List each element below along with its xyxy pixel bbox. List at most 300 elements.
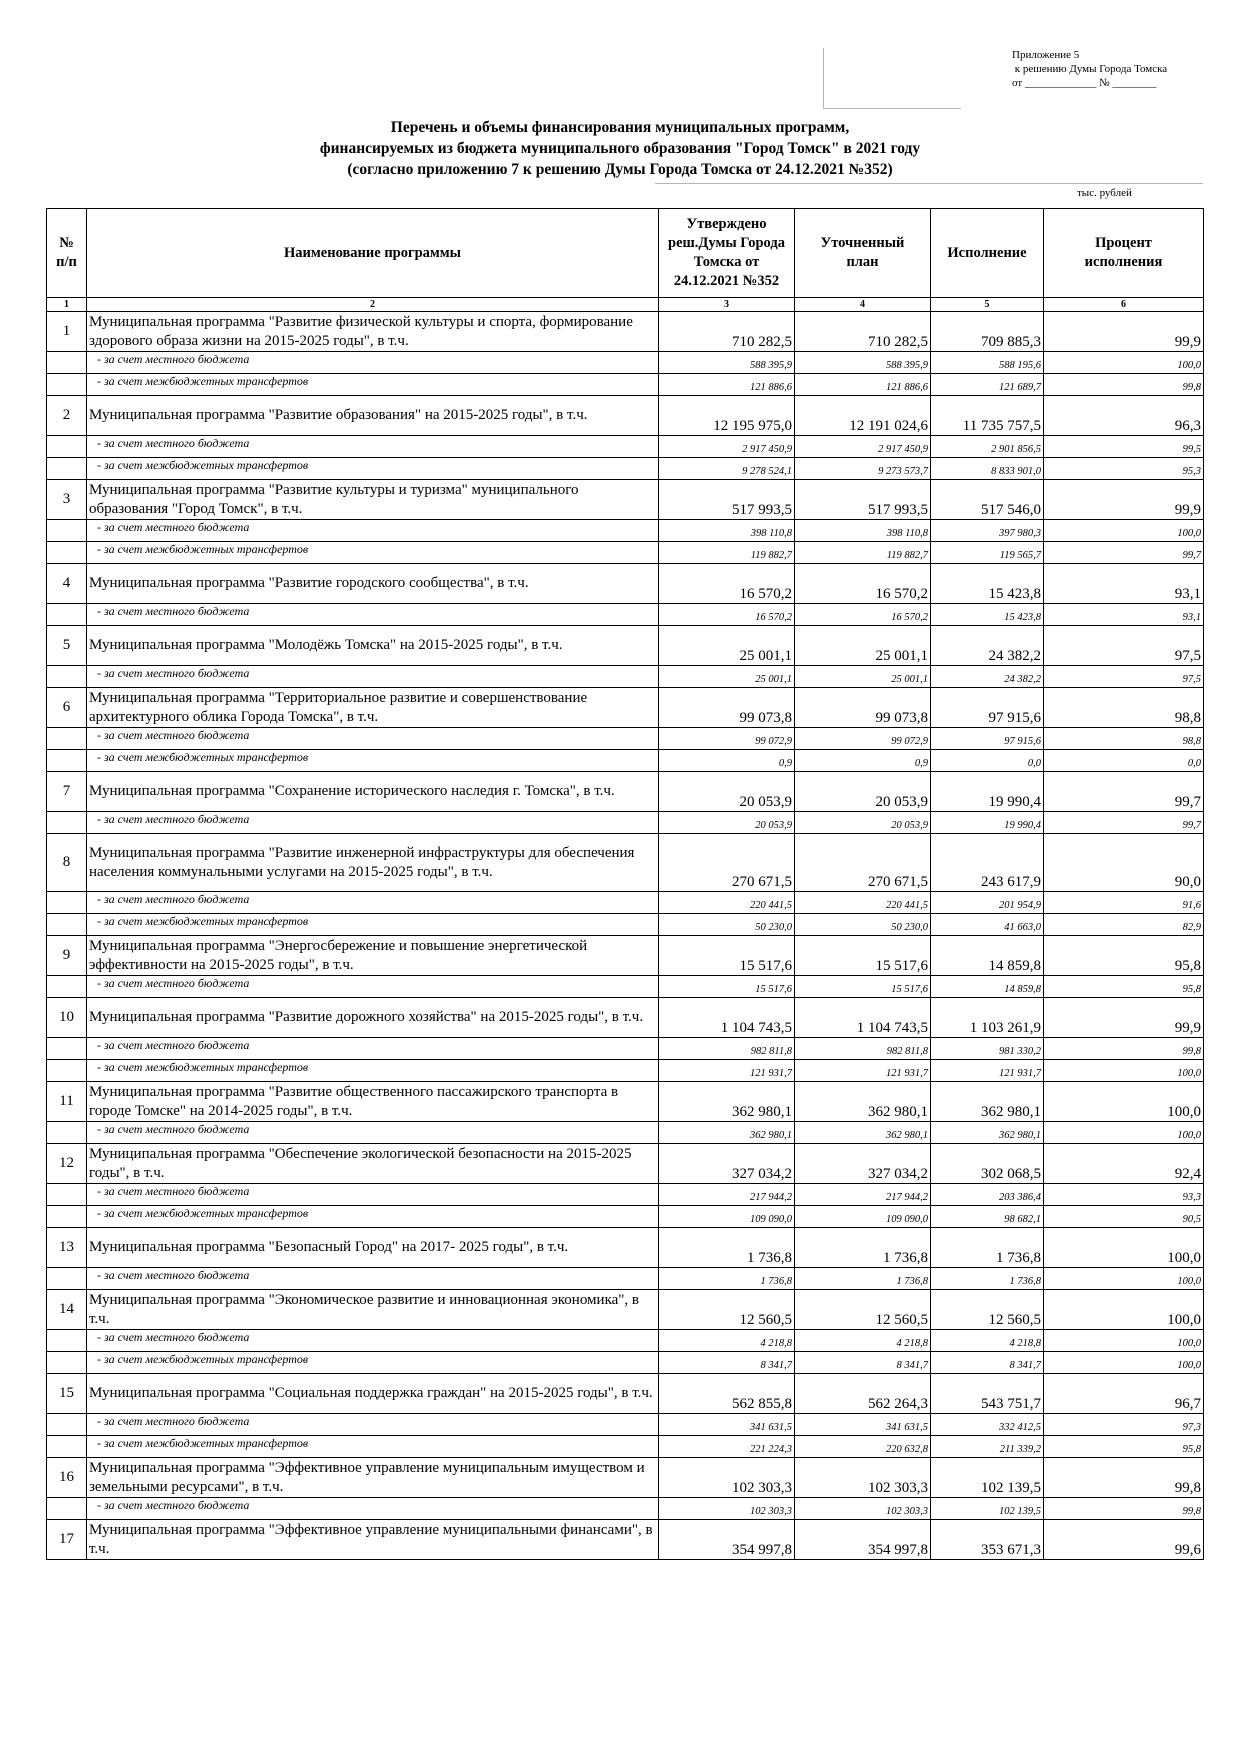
percent-cell: 99,9 (1044, 998, 1204, 1038)
header-execution: Исполнение (931, 209, 1044, 298)
plan-cell: 1 736,8 (795, 1228, 931, 1268)
approved-cell: 15 517,6 (659, 936, 795, 976)
program-name: Муниципальная программа "Развитие физической культуры и спорта, формирование здорового образа жизни на 2015-2025 годы", в т.ч. (87, 312, 659, 352)
plan-cell: 15 517,6 (795, 936, 931, 976)
row-number-empty (47, 458, 87, 480)
plan-cell: 362 980,1 (795, 1082, 931, 1122)
percent-cell: 96,3 (1044, 396, 1204, 436)
row-number-empty (47, 1184, 87, 1206)
column-number: 3 (659, 298, 795, 312)
execution-cell: 12 560,5 (931, 1290, 1044, 1330)
percent-cell: 90,5 (1044, 1206, 1204, 1228)
execution-cell: 201 954,9 (931, 892, 1044, 914)
row-number-empty (47, 1414, 87, 1436)
percent-cell: 93,1 (1044, 604, 1204, 626)
funding-source-name: - за счет местного бюджета (87, 976, 659, 998)
program-name: Муниципальная программа "Сохранение исторического наследия г. Томска", в т.ч. (87, 772, 659, 812)
plan-cell: 119 882,7 (795, 542, 931, 564)
program-row (47, 480, 1204, 520)
row-number-empty (47, 542, 87, 564)
percent-cell: 100,0 (1044, 1268, 1204, 1290)
row-number-empty (47, 976, 87, 998)
funding-source-row (47, 1184, 1204, 1206)
plan-cell: 341 631,5 (795, 1414, 931, 1436)
row-number: 5 (47, 626, 87, 666)
row-number: 3 (47, 480, 87, 520)
row-number-empty (47, 374, 87, 396)
program-name: Муниципальная программа "Развитие культуры и туризма" муниципального образования "Город Томск", в т.ч. (87, 480, 659, 520)
percent-cell: 100,0 (1044, 1060, 1204, 1082)
funding-source-row (47, 666, 1204, 688)
plan-cell: 102 303,3 (795, 1458, 931, 1498)
row-number: 9 (47, 936, 87, 976)
execution-cell: 302 068,5 (931, 1144, 1044, 1184)
execution-cell: 19 990,4 (931, 772, 1044, 812)
approved-cell: 270 671,5 (659, 834, 795, 892)
execution-cell: 588 195,6 (931, 352, 1044, 374)
column-number: 4 (795, 298, 931, 312)
percent-cell: 97,5 (1044, 626, 1204, 666)
funding-source-name: - за счет межбюджетных трансфертов (87, 1436, 659, 1458)
funding-source-name: - за счет местного бюджета (87, 1184, 659, 1206)
plan-cell: 362 980,1 (795, 1122, 931, 1144)
plan-cell: 562 264,3 (795, 1374, 931, 1414)
execution-cell: 353 671,3 (931, 1520, 1044, 1560)
funding-source-row (47, 1330, 1204, 1352)
approved-cell: 50 230,0 (659, 914, 795, 936)
approved-cell: 217 944,2 (659, 1184, 795, 1206)
funding-source-name: - за счет местного бюджета (87, 666, 659, 688)
program-row (47, 1228, 1204, 1268)
approved-cell: 102 303,3 (659, 1498, 795, 1520)
row-number: 8 (47, 834, 87, 892)
execution-cell: 14 859,8 (931, 976, 1044, 998)
plan-cell: 327 034,2 (795, 1144, 931, 1184)
row-number-empty (47, 436, 87, 458)
execution-cell: 102 139,5 (931, 1498, 1044, 1520)
execution-cell: 1 736,8 (931, 1228, 1044, 1268)
percent-cell: 93,3 (1044, 1184, 1204, 1206)
percent-cell: 100,0 (1044, 1290, 1204, 1330)
plan-cell: 16 570,2 (795, 564, 931, 604)
execution-cell: 362 980,1 (931, 1082, 1044, 1122)
execution-cell: 1 736,8 (931, 1268, 1044, 1290)
funding-source-name: - за счет местного бюджета (87, 1122, 659, 1144)
percent-cell: 100,0 (1044, 1122, 1204, 1144)
program-name: Муниципальная программа "Экономическое развитие и инновационная экономика", в т.ч. (87, 1290, 659, 1330)
approved-cell: 8 341,7 (659, 1352, 795, 1374)
execution-cell: 15 423,8 (931, 564, 1044, 604)
plan-cell: 9 273 573,7 (795, 458, 931, 480)
row-number: 17 (47, 1520, 87, 1560)
header-percent: Процент исполнения (1044, 209, 1204, 298)
funding-source-row (47, 1206, 1204, 1228)
approved-cell: 102 303,3 (659, 1458, 795, 1498)
program-name: Муниципальная программа "Эффективное управление муниципальными финансами", в т.ч. (87, 1520, 659, 1560)
funding-source-name: - за счет межбюджетных трансфертов (87, 458, 659, 480)
approved-cell: 16 570,2 (659, 604, 795, 626)
percent-cell: 93,1 (1044, 564, 1204, 604)
program-row (47, 936, 1204, 976)
plan-cell: 25 001,1 (795, 626, 931, 666)
execution-cell: 11 735 757,5 (931, 396, 1044, 436)
row-number: 6 (47, 688, 87, 728)
approved-cell: 1 104 743,5 (659, 998, 795, 1038)
funding-source-name: - за счет местного бюджета (87, 1498, 659, 1520)
execution-cell: 362 980,1 (931, 1122, 1044, 1144)
approved-cell: 25 001,1 (659, 626, 795, 666)
column-number: 2 (87, 298, 659, 312)
row-number-empty (47, 750, 87, 772)
funding-source-row (47, 1122, 1204, 1144)
funding-source-name: - за счет межбюджетных трансфертов (87, 914, 659, 936)
program-name: Муниципальная программа "Развитие общественного пассажирского транспорта в городе Томске" на 2014-2025 годы", в т.ч. (87, 1082, 659, 1122)
funding-source-row (47, 604, 1204, 626)
percent-cell: 82,9 (1044, 914, 1204, 936)
funding-source-row (47, 728, 1204, 750)
funding-source-name: - за счет местного бюджета (87, 1414, 659, 1436)
funding-source-name: - за счет межбюджетных трансфертов (87, 1060, 659, 1082)
execution-cell: 102 139,5 (931, 1458, 1044, 1498)
program-name: Муниципальная программа "Территориальное развитие и совершенствование архитектурного облика Города Томска", в т.ч. (87, 688, 659, 728)
plan-cell: 588 395,9 (795, 352, 931, 374)
execution-cell: 397 980,3 (931, 520, 1044, 542)
row-number-empty (47, 892, 87, 914)
row-number-empty (47, 1122, 87, 1144)
program-row (47, 1144, 1204, 1184)
funding-source-name: - за счет местного бюджета (87, 352, 659, 374)
plan-cell: 50 230,0 (795, 914, 931, 936)
row-number: 11 (47, 1082, 87, 1122)
funding-source-row (47, 458, 1204, 480)
program-row (47, 1374, 1204, 1414)
approved-cell: 12 560,5 (659, 1290, 795, 1330)
program-name: Муниципальная программа "Развитие образования" на 2015-2025 годы", в т.ч. (87, 396, 659, 436)
approved-cell: 221 224,3 (659, 1436, 795, 1458)
approved-cell: 982 811,8 (659, 1038, 795, 1060)
funding-source-row (47, 542, 1204, 564)
plan-cell: 398 110,8 (795, 520, 931, 542)
funding-source-name: - за счет межбюджетных трансфертов (87, 1352, 659, 1374)
percent-cell: 91,6 (1044, 892, 1204, 914)
row-number-empty (47, 1330, 87, 1352)
funding-source-row (47, 1436, 1204, 1458)
row-number: 14 (47, 1290, 87, 1330)
approved-cell: 327 034,2 (659, 1144, 795, 1184)
approved-cell: 99 073,8 (659, 688, 795, 728)
plan-cell: 25 001,1 (795, 666, 931, 688)
appendix-line: от _____________ № ________ (1012, 77, 1157, 89)
execution-cell: 332 412,5 (931, 1414, 1044, 1436)
percent-cell: 95,3 (1044, 458, 1204, 480)
percent-cell: 98,8 (1044, 688, 1204, 728)
approved-cell: 398 110,8 (659, 520, 795, 542)
row-number-empty (47, 1436, 87, 1458)
approved-cell: 99 072,9 (659, 728, 795, 750)
title-line: (согласно приложению 7 к решению Думы Города Томска от 24.12.2021 №352) (347, 161, 893, 178)
approved-cell: 119 882,7 (659, 542, 795, 564)
row-number: 4 (47, 564, 87, 604)
column-number: 6 (1044, 298, 1204, 312)
approved-cell: 4 218,8 (659, 1330, 795, 1352)
plan-cell: 121 886,6 (795, 374, 931, 396)
row-number-empty (47, 1268, 87, 1290)
approved-cell: 9 278 524,1 (659, 458, 795, 480)
funding-source-name: - за счет межбюджетных трансфертов (87, 374, 659, 396)
approved-cell: 0,9 (659, 750, 795, 772)
funding-source-row (47, 750, 1204, 772)
approved-cell: 12 195 975,0 (659, 396, 795, 436)
percent-cell: 100,0 (1044, 520, 1204, 542)
execution-cell: 517 546,0 (931, 480, 1044, 520)
header-program-name: Наименование программы (87, 209, 659, 298)
execution-cell: 2 901 856,5 (931, 436, 1044, 458)
approved-cell: 710 282,5 (659, 312, 795, 352)
execution-cell: 98 682,1 (931, 1206, 1044, 1228)
row-number: 2 (47, 396, 87, 436)
row-number: 1 (47, 312, 87, 352)
plan-cell: 270 671,5 (795, 834, 931, 892)
percent-cell: 100,0 (1044, 1082, 1204, 1122)
execution-cell: 4 218,8 (931, 1330, 1044, 1352)
execution-cell: 97 915,6 (931, 728, 1044, 750)
execution-cell: 24 382,2 (931, 666, 1044, 688)
execution-cell: 97 915,6 (931, 688, 1044, 728)
approved-cell: 121 886,6 (659, 374, 795, 396)
title-divider (655, 183, 1203, 184)
execution-cell: 203 386,4 (931, 1184, 1044, 1206)
program-name: Муниципальная программа "Развитие инженерной инфраструктуры для обеспечения населения коммунальными услугами на 2015-2025 годы", в т.ч. (87, 834, 659, 892)
plan-cell: 12 191 024,6 (795, 396, 931, 436)
program-name: Муниципальная программа "Молодёжь Томска" на 2015-2025 годы", в т.ч. (87, 626, 659, 666)
funding-source-name: - за счет местного бюджета (87, 520, 659, 542)
percent-cell: 90,0 (1044, 834, 1204, 892)
plan-cell: 354 997,8 (795, 1520, 931, 1560)
appendix-line: Приложение 5 (1012, 49, 1080, 61)
execution-cell: 121 689,7 (931, 374, 1044, 396)
execution-cell: 1 103 261,9 (931, 998, 1044, 1038)
row-number: 13 (47, 1228, 87, 1268)
program-name: Муниципальная программа "Эффективное управление муниципальным имуществом и земельными ресурсами", в т.ч. (87, 1458, 659, 1498)
row-number: 15 (47, 1374, 87, 1414)
program-row (47, 688, 1204, 728)
funding-source-name: - за счет местного бюджета (87, 812, 659, 834)
percent-cell: 92,4 (1044, 1144, 1204, 1184)
plan-cell: 109 090,0 (795, 1206, 931, 1228)
execution-cell: 543 751,7 (931, 1374, 1044, 1414)
header-approved: Утверждено реш.Думы Города Томска от 24.12.2021 №352 (659, 209, 795, 298)
column-number: 1 (47, 298, 87, 312)
title-line: финансируемых из бюджета муниципального образования "Город Томск" в 2021 году (319, 140, 921, 157)
funding-source-name: - за счет местного бюджета (87, 728, 659, 750)
funding-source-name: - за счет местного бюджета (87, 1268, 659, 1290)
program-name: Муниципальная программа "Энергосбережение и повышение энергетической эффективности на 2015-2025 годы", в т.ч. (87, 936, 659, 976)
plan-cell: 20 053,9 (795, 812, 931, 834)
percent-cell: 99,8 (1044, 1038, 1204, 1060)
percent-cell: 97,5 (1044, 666, 1204, 688)
plan-cell: 99 072,9 (795, 728, 931, 750)
program-name: Муниципальная программа "Безопасный Город" на 2017- 2025 годы", в т.ч. (87, 1228, 659, 1268)
funding-source-row (47, 812, 1204, 834)
program-row (47, 1520, 1204, 1560)
funding-source-row (47, 520, 1204, 542)
plan-cell: 16 570,2 (795, 604, 931, 626)
percent-cell: 95,8 (1044, 1436, 1204, 1458)
funding-source-row (47, 352, 1204, 374)
approved-cell: 354 997,8 (659, 1520, 795, 1560)
plan-cell: 217 944,2 (795, 1184, 931, 1206)
row-number-empty (47, 1352, 87, 1374)
row-number-empty (47, 914, 87, 936)
plan-cell: 982 811,8 (795, 1038, 931, 1060)
approved-cell: 362 980,1 (659, 1122, 795, 1144)
execution-cell: 119 565,7 (931, 542, 1044, 564)
plan-cell: 20 053,9 (795, 772, 931, 812)
plan-cell: 102 303,3 (795, 1498, 931, 1520)
units-label: тыс. рублей (1077, 187, 1132, 199)
funding-source-name: - за счет местного бюджета (87, 436, 659, 458)
funding-source-row (47, 892, 1204, 914)
approved-cell: 121 931,7 (659, 1060, 795, 1082)
funding-source-row (47, 1060, 1204, 1082)
percent-cell: 99,7 (1044, 812, 1204, 834)
program-row (47, 312, 1204, 352)
plan-cell: 99 073,8 (795, 688, 931, 728)
execution-cell: 19 990,4 (931, 812, 1044, 834)
header-num: № п/п (47, 209, 87, 298)
plan-cell: 8 341,7 (795, 1352, 931, 1374)
execution-cell: 0,0 (931, 750, 1044, 772)
row-number-empty (47, 1206, 87, 1228)
percent-cell: 100,0 (1044, 1330, 1204, 1352)
appendix-line: к решению Думы Города Томска (1012, 63, 1168, 75)
row-number: 16 (47, 1458, 87, 1498)
approved-cell: 15 517,6 (659, 976, 795, 998)
funding-source-row (47, 1352, 1204, 1374)
column-number: 5 (931, 298, 1044, 312)
document-title (0, 117, 1240, 180)
row-number-empty (47, 520, 87, 542)
percent-cell: 99,8 (1044, 1458, 1204, 1498)
execution-cell: 15 423,8 (931, 604, 1044, 626)
execution-cell: 8 341,7 (931, 1352, 1044, 1374)
row-number-empty (47, 728, 87, 750)
execution-cell: 981 330,2 (931, 1038, 1044, 1060)
funding-source-name: - за счет межбюджетных трансфертов (87, 750, 659, 772)
row-number: 12 (47, 1144, 87, 1184)
funding-source-row (47, 374, 1204, 396)
plan-cell: 1 736,8 (795, 1268, 931, 1290)
plan-cell: 15 517,6 (795, 976, 931, 998)
percent-cell: 95,8 (1044, 936, 1204, 976)
percent-cell: 99,7 (1044, 542, 1204, 564)
approved-cell: 2 917 450,9 (659, 436, 795, 458)
plan-cell: 517 993,5 (795, 480, 931, 520)
percent-cell: 99,6 (1044, 1520, 1204, 1560)
percent-cell: 99,9 (1044, 312, 1204, 352)
program-row (47, 772, 1204, 812)
plan-cell: 12 560,5 (795, 1290, 931, 1330)
program-row (47, 1082, 1204, 1122)
title-line: Перечень и объемы финансирования муниципальных программ, (390, 119, 850, 136)
table-body (47, 312, 1204, 1560)
program-row (47, 396, 1204, 436)
percent-cell: 100,0 (1044, 352, 1204, 374)
funding-source-row (47, 976, 1204, 998)
funding-source-row (47, 1038, 1204, 1060)
plan-cell: 121 931,7 (795, 1060, 931, 1082)
percent-cell: 98,8 (1044, 728, 1204, 750)
program-row (47, 564, 1204, 604)
program-name: Муниципальная программа "Обеспечение экологической безопасности на 2015-2025 годы", в т.ч. (87, 1144, 659, 1184)
approved-cell: 109 090,0 (659, 1206, 795, 1228)
approved-cell: 220 441,5 (659, 892, 795, 914)
funding-source-name: - за счет межбюджетных трансфертов (87, 542, 659, 564)
approved-cell: 517 993,5 (659, 480, 795, 520)
header-plan: Уточненный план (795, 209, 931, 298)
funding-source-row (47, 1414, 1204, 1436)
program-name: Муниципальная программа "Социальная поддержка граждан" на 2015-2025 годы", в т.ч. (87, 1374, 659, 1414)
program-name: Муниципальная программа "Развитие дорожного хозяйства" на 2015-2025 годы", в т.ч. (87, 998, 659, 1038)
plan-cell: 220 441,5 (795, 892, 931, 914)
column-numbers-row (47, 298, 1204, 312)
funding-source-row (47, 436, 1204, 458)
execution-cell: 41 663,0 (931, 914, 1044, 936)
execution-cell: 243 617,9 (931, 834, 1044, 892)
plan-cell: 220 632,8 (795, 1436, 931, 1458)
percent-cell: 96,7 (1044, 1374, 1204, 1414)
percent-cell: 99,8 (1044, 374, 1204, 396)
approved-cell: 20 053,9 (659, 812, 795, 834)
percent-cell: 100,0 (1044, 1228, 1204, 1268)
row-number-empty (47, 1038, 87, 1060)
funding-source-name: - за счет местного бюджета (87, 604, 659, 626)
program-name: Муниципальная программа "Развитие городского сообщества", в т.ч. (87, 564, 659, 604)
percent-cell: 99,7 (1044, 772, 1204, 812)
row-number-empty (47, 604, 87, 626)
percent-cell: 0,0 (1044, 750, 1204, 772)
row-number-empty (47, 1498, 87, 1520)
approved-cell: 562 855,8 (659, 1374, 795, 1414)
program-row (47, 834, 1204, 892)
header-row (47, 209, 1204, 298)
row-number-empty (47, 352, 87, 374)
approved-cell: 341 631,5 (659, 1414, 795, 1436)
plan-cell: 1 104 743,5 (795, 998, 931, 1038)
approved-cell: 1 736,8 (659, 1228, 795, 1268)
percent-cell: 100,0 (1044, 1352, 1204, 1374)
program-row (47, 1290, 1204, 1330)
execution-cell: 24 382,2 (931, 626, 1044, 666)
funding-source-name: - за счет местного бюджета (87, 1038, 659, 1060)
row-number: 7 (47, 772, 87, 812)
program-row (47, 998, 1204, 1038)
approved-cell: 1 736,8 (659, 1268, 795, 1290)
stamp-area (823, 48, 961, 109)
appendix-note (1012, 48, 1167, 90)
row-number-empty (47, 812, 87, 834)
row-number-empty (47, 1060, 87, 1082)
execution-cell: 709 885,3 (931, 312, 1044, 352)
approved-cell: 16 570,2 (659, 564, 795, 604)
programs-table (46, 208, 1204, 1560)
plan-cell: 2 917 450,9 (795, 436, 931, 458)
funding-source-row (47, 1268, 1204, 1290)
percent-cell: 99,5 (1044, 436, 1204, 458)
row-number: 10 (47, 998, 87, 1038)
percent-cell: 95,8 (1044, 976, 1204, 998)
program-row (47, 1458, 1204, 1498)
